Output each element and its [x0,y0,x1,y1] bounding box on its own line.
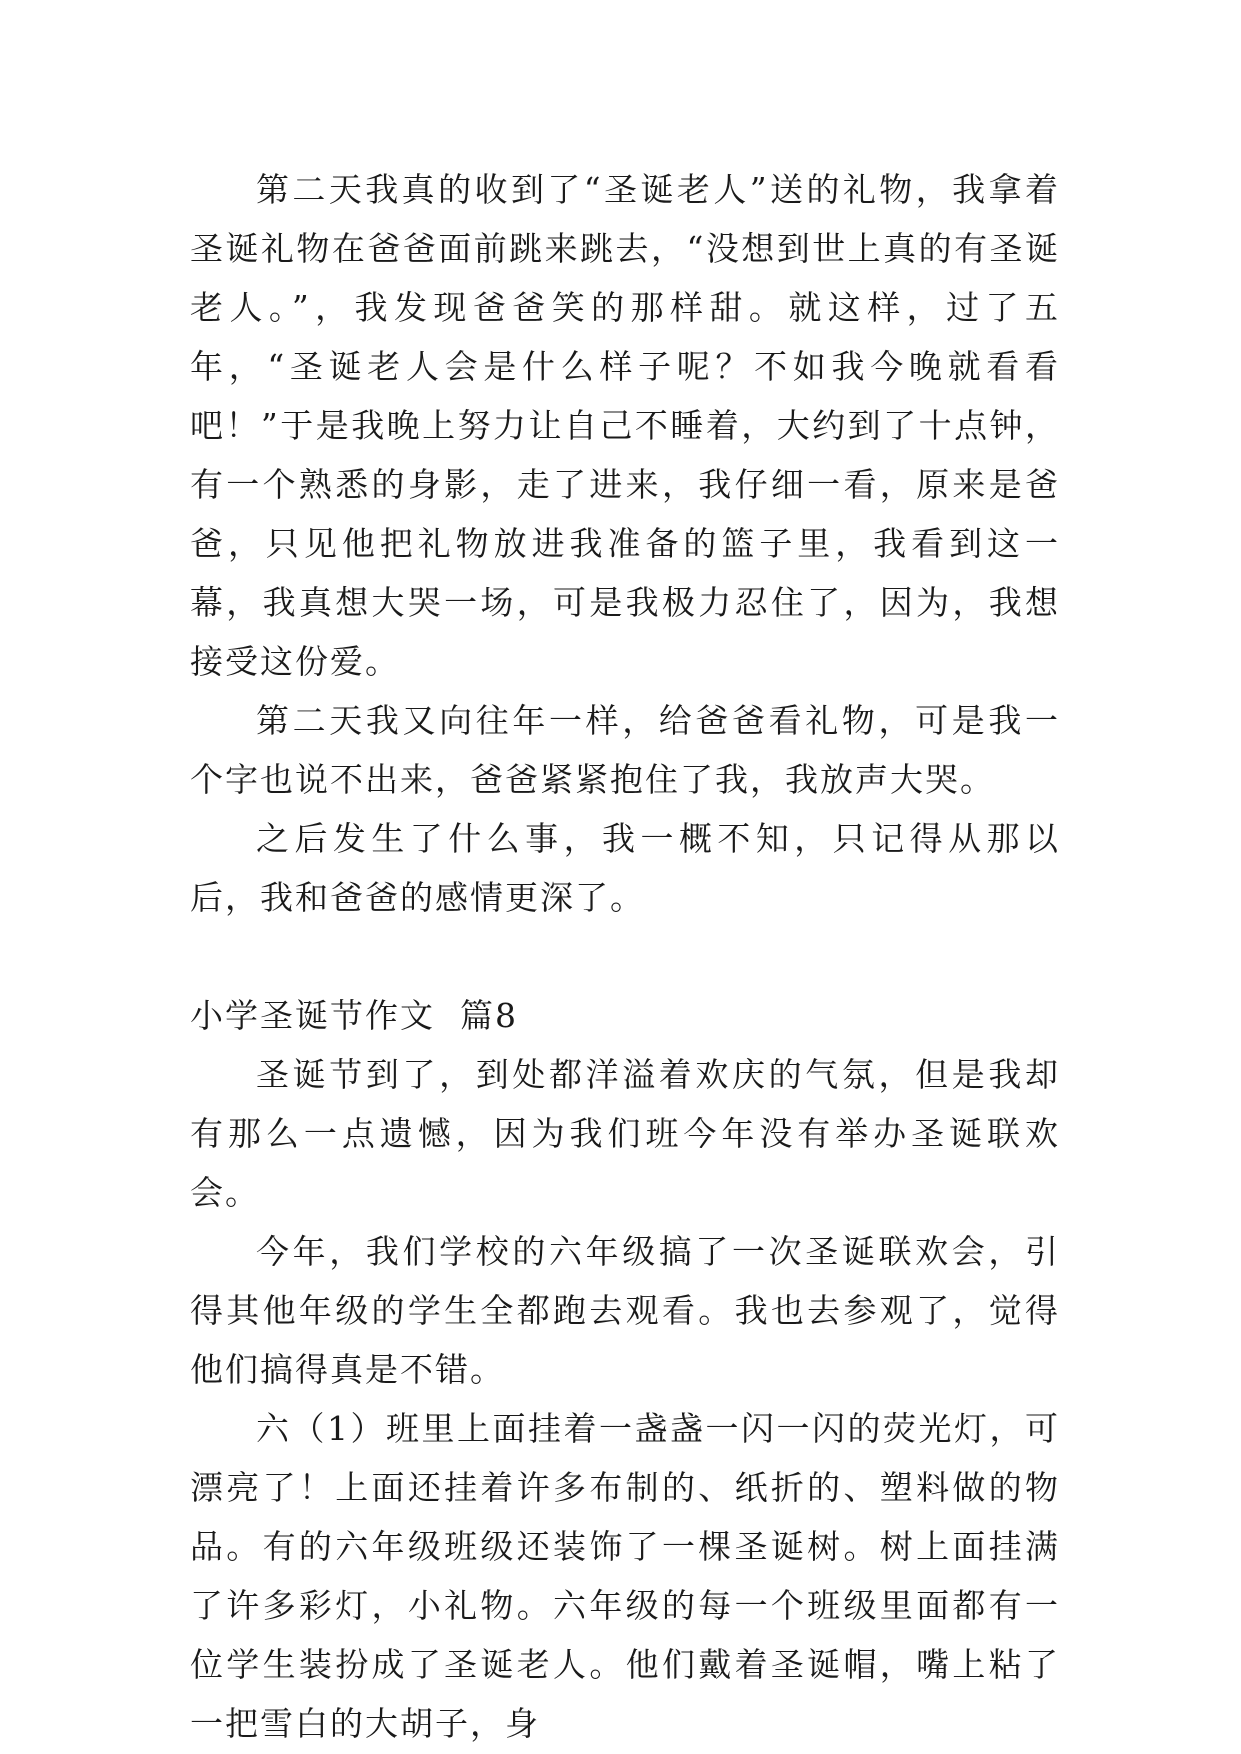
paragraph: 之后发生了什么事，我一概不知，只记得从那以后，我和爸爸的感情更深了。 [190,819,1060,917]
paragraph: 今年，我们学校的六年级搞了一次圣诞联欢会，引得其他年级的学生全都跑去观看。我也去参观了，觉得他们搞得真是不错。 [190,1232,1060,1389]
section-gap [190,927,1060,986]
paragraph: 第二天我真的收到了“圣诞老人”送的礼物，我拿着圣诞礼物在爸爸面前跳来跳去，“没想到世上真的有圣诞老人。”，我发现爸爸笑的那样甜。就这样，过了五年，“圣诞老人会是什么样子呢？不如我今晚就看看吧！”于是我晚上努力让自己不睡着，大约到了十点钟，有一个熟悉的身影，走了进来，我仔细一看，原来是爸爸，只见他把礼物放进我准备的篮子里，我看到这一幕，我真想大哭一场，可是我极力忍住了，因为，我想接受这份爱。 [190,170,1060,681]
paragraph: 六（1）班里上面挂着一盏盏一闪一闪的荧光灯，可漂亮了！上面还挂着许多布制的、纸折的、塑料做的物品。有的六年级班级还装饰了一棵圣诞树。树上面挂满了许多彩灯，小礼物。六年级的每一个班级里面都有一位学生装扮成了圣诞老人。他们戴着圣诞帽，嘴上粘了一把雪白的大胡子，身 [190,1409,1060,1743]
document-page [190,160,1060,1753]
paragraph: 圣诞节到了，到处都洋溢着欢庆的气氛，但是我却有那么一点遗憾，因为我们班今年没有举办圣诞联欢会。 [190,1055,1060,1212]
section-heading: 小学圣诞节作文 篇8 [190,996,518,1035]
paragraph: 第二天我又向往年一样，给爸爸看礼物，可是我一个字也说不出来，爸爸紧紧抱住了我，我放声大哭。 [190,701,1060,799]
